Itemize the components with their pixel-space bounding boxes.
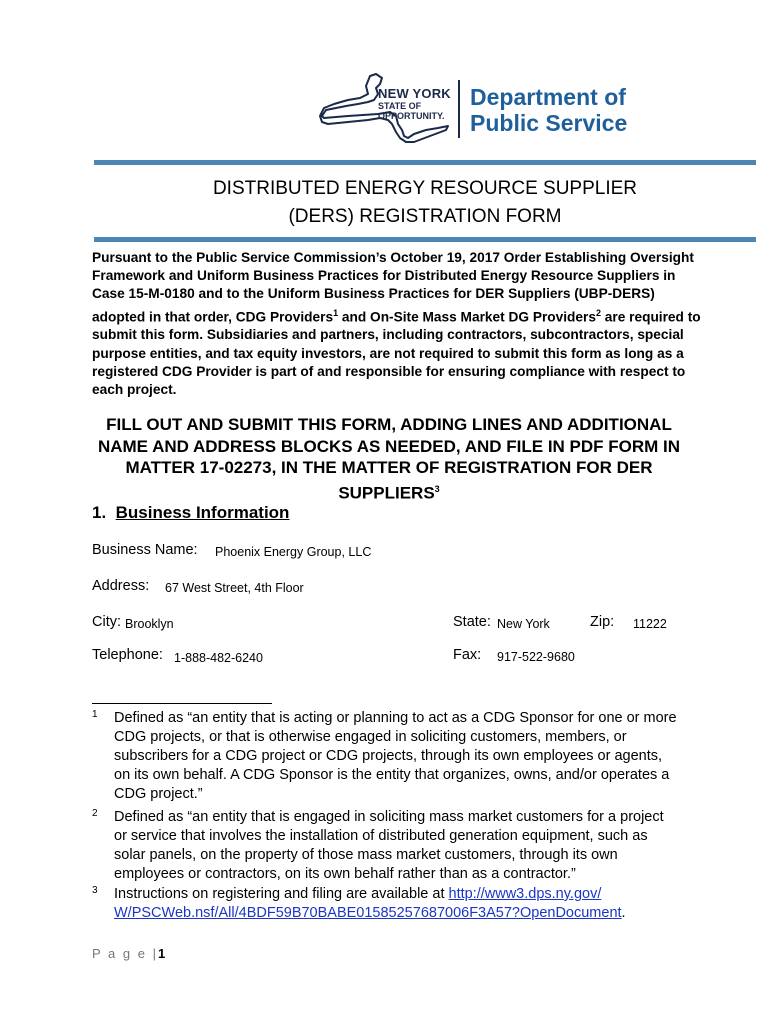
telephone-field[interactable]: 1-888-482-6240 [174,651,263,665]
city-label: City: [92,614,121,630]
ny-logo-title: NEW YORK [378,86,451,101]
page-number: P a g e |1 [92,946,166,961]
ny-logo-subtitle-2: OPPORTUNITY. [378,111,445,121]
address-field[interactable]: 67 West Street, 4th Floor [165,581,304,595]
footnote-text: Defined as “an entity that is engaged in soliciting mass market customers for a project or service that involves the installation of distributed generation equipment, such as solar panels, on the property of those mass market customers, through its own employees or contractors, on its own behalf rather than as a contractor.” [114,809,664,882]
footnote-number: 1 [92,709,98,720]
logo-divider [458,80,460,138]
dps-instructions-link[interactable]: http://www3.dps.ny.gov/ W/PSCWeb.nsf/All/4BDF59B70BABE01585257687006F3A57?OpenDocument [114,886,622,921]
fax-field[interactable]: 917-522-9680 [497,650,575,664]
footnote-text: Defined as “an entity that is acting or planning to act as a CDG Sponsor for one or more CDG projects, or that is otherwise engaged in soliciting customers, members, or subscribers for a CDG project or CDG projects, through its own employees or agents, on its own behalf. A CDG Sponsor is the entity that organizes, owns, and/or operates a CDG project.” [114,710,677,802]
ny-logo-subtitle-1: STATE OF [378,101,422,111]
title-rule-top [94,160,756,165]
fax-label: Fax: [453,647,482,663]
footnote-separator [92,703,272,704]
telephone-label: Telephone: [92,647,163,663]
title-rule-bottom [94,237,756,242]
address-label: Address: [92,578,150,594]
business-name-label: Business Name: [92,542,198,558]
form-title-line-2: (DERS) REGISTRATION FORM [288,206,562,227]
intro-paragraph: Pursuant to the Public Service Commission’s October 19, 2017 Order Establishing Oversight Framework and Uniform Business Practices for Distributed Energy Resource Suppliers in Case 15-M-0180 and to the Uniform Business Practices for DER Suppliers (UBP-DERS) adopted in that order, CDG Providers$^1$ and On-Site Mass Market DG Providers$^2$ are required to submit this form. Subsidiaries and partners, including contractors, subcontractors, special purpose entities, and tax equity investors, are not required to submit this form as long as a registered CDG Provider is part of and responsible for ensuring compliance with respect to each project. [92,250,701,397]
state-field[interactable]: New York [497,617,550,631]
footnote-ref-1[interactable]: 1 [333,307,339,318]
city-field[interactable]: Brooklyn [125,617,174,631]
state-label: State: [453,614,491,630]
filing-instructions: FILL OUT AND SUBMIT THIS FORM, ADDING LINES AND ADDITIONAL NAME AND ADDRESS BLOCKS AS NEEDED, AND FILE IN PDF FORM IN MATTER 17-02273, IN THE MATTER OF REGISTRATION FOR DER SUPPLIERS$^3$ [97,415,681,503]
footnote-ref-2[interactable]: 2 [595,307,601,318]
business-name-field[interactable]: Phoenix Energy Group, LLC [215,545,372,559]
zip-field[interactable]: 11222 [633,617,667,631]
form-title-line-1: DISTRIBUTED ENERGY RESOURCE SUPPLIER [212,178,638,199]
footnote-ref-3[interactable]: 3 [434,484,440,495]
section-heading: 1. Business Information [92,503,290,522]
zip-label: Zip: [590,614,615,630]
footnote-number: 2 [92,808,98,819]
agency-name-line-2: Public Service [470,110,628,136]
footnote-number: 3 [92,885,98,896]
footnote-text: Instructions on registering and filing are available at http://www3.dps.ny.gov/ W/PSCWeb.nsf/All/4BDF59B70BABE01585257687006F3A57?OpenDocument. [114,886,626,921]
agency-name-line-1: Department of [470,84,626,110]
